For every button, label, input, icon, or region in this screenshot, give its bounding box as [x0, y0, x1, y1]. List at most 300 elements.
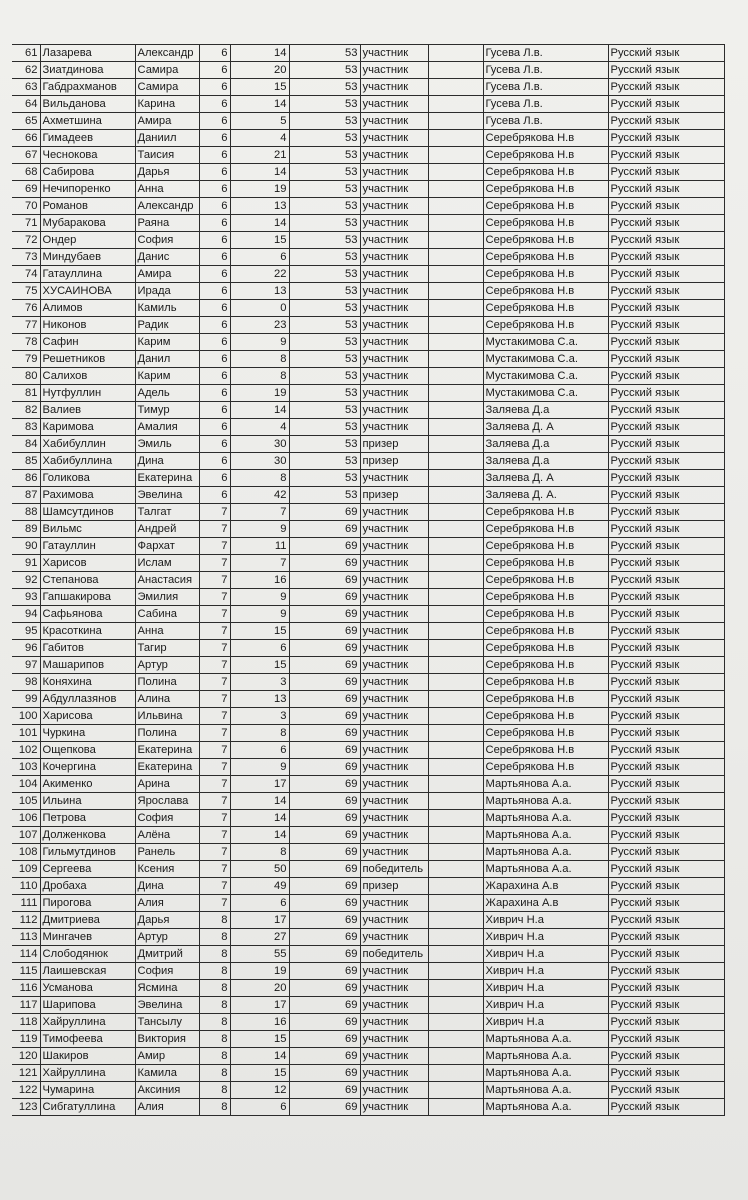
cell-blank	[428, 555, 483, 572]
cell-grade: 7	[199, 521, 230, 538]
cell-max-score: 53	[289, 419, 360, 436]
cell-subject: Русский язык	[608, 215, 724, 232]
cell-grade: 6	[199, 368, 230, 385]
cell-grade: 8	[199, 1048, 230, 1065]
cell-max-score: 53	[289, 198, 360, 215]
cell-max-score: 69	[289, 1065, 360, 1082]
cell-blank	[428, 827, 483, 844]
cell-row-number: 80	[12, 368, 40, 385]
cell-last-name: Романов	[40, 198, 135, 215]
cell-row-number: 110	[12, 878, 40, 895]
cell-last-name: Никонов	[40, 317, 135, 334]
cell-subject: Русский язык	[608, 1031, 724, 1048]
cell-last-name: Алимов	[40, 300, 135, 317]
cell-max-score: 69	[289, 1082, 360, 1099]
cell-max-score: 69	[289, 844, 360, 861]
cell-score: 8	[230, 351, 289, 368]
cell-subject: Русский язык	[608, 946, 724, 963]
cell-first-name: София	[135, 810, 199, 827]
cell-row-number: 119	[12, 1031, 40, 1048]
table-row	[12, 827, 724, 844]
cell-status: участник	[360, 793, 428, 810]
cell-score: 49	[230, 878, 289, 895]
table-row	[12, 1099, 724, 1116]
cell-score: 13	[230, 691, 289, 708]
cell-row-number: 96	[12, 640, 40, 657]
cell-grade: 6	[199, 130, 230, 147]
cell-score: 15	[230, 232, 289, 249]
table-row	[12, 521, 724, 538]
cell-teacher: Серебрякова Н.в	[483, 691, 608, 708]
cell-grade: 8	[199, 912, 230, 929]
table-row	[12, 96, 724, 113]
table-row	[12, 317, 724, 334]
cell-status: участник	[360, 725, 428, 742]
cell-status: участник	[360, 164, 428, 181]
cell-blank	[428, 674, 483, 691]
cell-subject: Русский язык	[608, 606, 724, 623]
cell-first-name: София	[135, 232, 199, 249]
cell-teacher: Серебрякова Н.в	[483, 674, 608, 691]
cell-status: участник	[360, 538, 428, 555]
cell-score: 15	[230, 623, 289, 640]
cell-score: 4	[230, 419, 289, 436]
cell-status: участник	[360, 402, 428, 419]
cell-max-score: 69	[289, 589, 360, 606]
cell-grade: 6	[199, 283, 230, 300]
cell-subject: Русский язык	[608, 708, 724, 725]
cell-status: участник	[360, 997, 428, 1014]
cell-status: участник	[360, 351, 428, 368]
cell-grade: 6	[199, 96, 230, 113]
cell-blank	[428, 487, 483, 504]
cell-subject: Русский язык	[608, 827, 724, 844]
cell-row-number: 114	[12, 946, 40, 963]
table-row	[12, 878, 724, 895]
cell-score: 14	[230, 45, 289, 62]
cell-score: 14	[230, 827, 289, 844]
cell-row-number: 81	[12, 385, 40, 402]
cell-status: участник	[360, 827, 428, 844]
table-row	[12, 691, 724, 708]
cell-row-number: 123	[12, 1099, 40, 1116]
cell-max-score: 69	[289, 810, 360, 827]
cell-score: 14	[230, 1048, 289, 1065]
cell-max-score: 69	[289, 759, 360, 776]
cell-last-name: Сибгатуллина	[40, 1099, 135, 1116]
cell-subject: Русский язык	[608, 725, 724, 742]
table-row	[12, 844, 724, 861]
cell-max-score: 69	[289, 895, 360, 912]
cell-grade: 8	[199, 997, 230, 1014]
cell-first-name: Ранель	[135, 844, 199, 861]
cell-row-number: 76	[12, 300, 40, 317]
cell-last-name: Гильмутдинов	[40, 844, 135, 861]
cell-last-name: Абдуллазянов	[40, 691, 135, 708]
cell-blank	[428, 419, 483, 436]
cell-last-name: Мингачев	[40, 929, 135, 946]
cell-row-number: 103	[12, 759, 40, 776]
table-row	[12, 912, 724, 929]
cell-blank	[428, 402, 483, 419]
cell-subject: Русский язык	[608, 691, 724, 708]
cell-max-score: 53	[289, 402, 360, 419]
table-row	[12, 589, 724, 606]
cell-teacher: Гусева Л.в.	[483, 113, 608, 130]
cell-max-score: 53	[289, 283, 360, 300]
cell-blank	[428, 385, 483, 402]
cell-status: участник	[360, 266, 428, 283]
cell-status: участник	[360, 674, 428, 691]
cell-status: участник	[360, 368, 428, 385]
table-row	[12, 1065, 724, 1082]
cell-row-number: 100	[12, 708, 40, 725]
cell-max-score: 69	[289, 538, 360, 555]
cell-score: 21	[230, 147, 289, 164]
cell-max-score: 53	[289, 453, 360, 470]
cell-first-name: Андрей	[135, 521, 199, 538]
cell-first-name: Тагир	[135, 640, 199, 657]
cell-subject: Русский язык	[608, 181, 724, 198]
cell-last-name: Долженкова	[40, 827, 135, 844]
cell-max-score: 69	[289, 1048, 360, 1065]
cell-row-number: 106	[12, 810, 40, 827]
cell-blank	[428, 198, 483, 215]
cell-blank	[428, 1014, 483, 1031]
cell-score: 12	[230, 1082, 289, 1099]
table-row	[12, 283, 724, 300]
cell-teacher: Серебрякова Н.в	[483, 640, 608, 657]
cell-teacher: Хиврич Н.а	[483, 980, 608, 997]
cell-score: 30	[230, 436, 289, 453]
cell-teacher: Гусева Л.в.	[483, 96, 608, 113]
cell-last-name: Сафин	[40, 334, 135, 351]
cell-teacher: Серебрякова Н.в	[483, 657, 608, 674]
cell-teacher: Мартьянова А.а.	[483, 1082, 608, 1099]
cell-score: 6	[230, 1099, 289, 1116]
cell-max-score: 53	[289, 368, 360, 385]
cell-subject: Русский язык	[608, 62, 724, 79]
cell-row-number: 87	[12, 487, 40, 504]
cell-grade: 8	[199, 1065, 230, 1082]
cell-last-name: Решетников	[40, 351, 135, 368]
cell-grade: 7	[199, 674, 230, 691]
cell-subject: Русский язык	[608, 1014, 724, 1031]
cell-first-name: Алия	[135, 895, 199, 912]
table-row	[12, 725, 724, 742]
table-row	[12, 164, 724, 181]
cell-teacher: Жарахина А.в	[483, 895, 608, 912]
cell-score: 19	[230, 181, 289, 198]
cell-blank	[428, 62, 483, 79]
cell-blank	[428, 334, 483, 351]
cell-score: 15	[230, 1031, 289, 1048]
cell-max-score: 53	[289, 470, 360, 487]
cell-last-name: Нечипоренко	[40, 181, 135, 198]
cell-score: 3	[230, 674, 289, 691]
cell-row-number: 74	[12, 266, 40, 283]
cell-row-number: 72	[12, 232, 40, 249]
cell-grade: 7	[199, 759, 230, 776]
cell-blank	[428, 878, 483, 895]
cell-grade: 7	[199, 691, 230, 708]
cell-grade: 7	[199, 555, 230, 572]
cell-subject: Русский язык	[608, 96, 724, 113]
cell-last-name: Степанова	[40, 572, 135, 589]
table-row	[12, 130, 724, 147]
cell-score: 20	[230, 980, 289, 997]
cell-score: 6	[230, 640, 289, 657]
cell-max-score: 53	[289, 130, 360, 147]
cell-last-name: Вильмс	[40, 521, 135, 538]
cell-teacher: Серебрякова Н.в	[483, 725, 608, 742]
cell-max-score: 69	[289, 572, 360, 589]
cell-grade: 8	[199, 1099, 230, 1116]
cell-last-name: Хайруллина	[40, 1065, 135, 1082]
cell-blank	[428, 963, 483, 980]
cell-status: участник	[360, 589, 428, 606]
cell-grade: 8	[199, 1014, 230, 1031]
table-row	[12, 232, 724, 249]
cell-row-number: 116	[12, 980, 40, 997]
cell-status: участник	[360, 232, 428, 249]
cell-last-name: Ондер	[40, 232, 135, 249]
cell-blank	[428, 436, 483, 453]
cell-teacher: Серебрякова Н.в	[483, 249, 608, 266]
table-row	[12, 79, 724, 96]
cell-grade: 6	[199, 266, 230, 283]
cell-first-name: Талгат	[135, 504, 199, 521]
cell-teacher: Мартьянова А.а.	[483, 1048, 608, 1065]
cell-blank	[428, 776, 483, 793]
cell-max-score: 69	[289, 708, 360, 725]
cell-first-name: Даниил	[135, 130, 199, 147]
cell-grade: 8	[199, 963, 230, 980]
cell-first-name: Карим	[135, 368, 199, 385]
cell-grade: 7	[199, 895, 230, 912]
cell-status: участник	[360, 130, 428, 147]
cell-row-number: 102	[12, 742, 40, 759]
cell-teacher: Заляева Д.а	[483, 453, 608, 470]
cell-max-score: 69	[289, 555, 360, 572]
cell-status: участник	[360, 980, 428, 997]
cell-teacher: Заляева Д. А	[483, 419, 608, 436]
cell-first-name: Аксиния	[135, 1082, 199, 1099]
cell-subject: Русский язык	[608, 776, 724, 793]
cell-first-name: Эмиль	[135, 436, 199, 453]
cell-grade: 7	[199, 572, 230, 589]
cell-first-name: Екатерина	[135, 742, 199, 759]
cell-subject: Русский язык	[608, 793, 724, 810]
cell-grade: 6	[199, 453, 230, 470]
cell-blank	[428, 589, 483, 606]
cell-first-name: Ксения	[135, 861, 199, 878]
cell-subject: Русский язык	[608, 1065, 724, 1082]
cell-status: участник	[360, 555, 428, 572]
results-table-body	[12, 45, 724, 1116]
cell-blank	[428, 317, 483, 334]
cell-first-name: Амира	[135, 113, 199, 130]
cell-max-score: 69	[289, 912, 360, 929]
cell-teacher: Мартьянова А.а.	[483, 844, 608, 861]
cell-blank	[428, 164, 483, 181]
cell-last-name: Нутфуллин	[40, 385, 135, 402]
cell-max-score: 69	[289, 793, 360, 810]
cell-teacher: Серебрякова Н.в	[483, 742, 608, 759]
cell-grade: 7	[199, 878, 230, 895]
cell-score: 19	[230, 963, 289, 980]
cell-teacher: Мартьянова А.а.	[483, 810, 608, 827]
cell-subject: Русский язык	[608, 164, 724, 181]
cell-first-name: Фархат	[135, 538, 199, 555]
table-row	[12, 215, 724, 232]
cell-status: участник	[360, 334, 428, 351]
cell-grade: 6	[199, 317, 230, 334]
cell-teacher: Серебрякова Н.в	[483, 708, 608, 725]
cell-score: 5	[230, 113, 289, 130]
cell-status: участник	[360, 521, 428, 538]
cell-score: 8	[230, 368, 289, 385]
cell-subject: Русский язык	[608, 657, 724, 674]
cell-blank	[428, 181, 483, 198]
cell-subject: Русский язык	[608, 521, 724, 538]
cell-first-name: Карина	[135, 96, 199, 113]
cell-blank	[428, 895, 483, 912]
cell-last-name: Мубаракова	[40, 215, 135, 232]
cell-subject: Русский язык	[608, 589, 724, 606]
table-row	[12, 657, 724, 674]
cell-grade: 6	[199, 351, 230, 368]
cell-score: 15	[230, 657, 289, 674]
cell-score: 15	[230, 79, 289, 96]
cell-status: участник	[360, 504, 428, 521]
results-table	[12, 44, 725, 1116]
cell-last-name: Ильина	[40, 793, 135, 810]
table-row	[12, 674, 724, 691]
cell-score: 14	[230, 96, 289, 113]
cell-score: 14	[230, 164, 289, 181]
cell-row-number: 69	[12, 181, 40, 198]
cell-grade: 6	[199, 79, 230, 96]
cell-teacher: Мустакимова С.а.	[483, 351, 608, 368]
cell-first-name: Самира	[135, 79, 199, 96]
cell-max-score: 53	[289, 351, 360, 368]
cell-score: 7	[230, 504, 289, 521]
cell-last-name: Зиатдинова	[40, 62, 135, 79]
cell-max-score: 53	[289, 164, 360, 181]
cell-teacher: Заляева Д.а	[483, 436, 608, 453]
cell-blank	[428, 368, 483, 385]
cell-first-name: Полина	[135, 674, 199, 691]
cell-subject: Русский язык	[608, 742, 724, 759]
cell-grade: 7	[199, 827, 230, 844]
cell-blank	[428, 997, 483, 1014]
cell-grade: 8	[199, 980, 230, 997]
cell-score: 13	[230, 198, 289, 215]
cell-last-name: Вильданова	[40, 96, 135, 113]
cell-blank	[428, 946, 483, 963]
cell-row-number: 79	[12, 351, 40, 368]
cell-teacher: Мартьянова А.а.	[483, 1031, 608, 1048]
cell-teacher: Заляева Д. А.	[483, 487, 608, 504]
cell-teacher: Гусева Л.в.	[483, 79, 608, 96]
table-row	[12, 997, 724, 1014]
cell-status: участник	[360, 640, 428, 657]
cell-max-score: 53	[289, 96, 360, 113]
cell-grade: 8	[199, 929, 230, 946]
cell-grade: 6	[199, 198, 230, 215]
cell-first-name: Камила	[135, 1065, 199, 1082]
cell-last-name: Чумарина	[40, 1082, 135, 1099]
cell-last-name: Коняхина	[40, 674, 135, 691]
cell-first-name: Дарья	[135, 912, 199, 929]
cell-max-score: 53	[289, 436, 360, 453]
table-row	[12, 62, 724, 79]
cell-first-name: Сабина	[135, 606, 199, 623]
cell-status: участник	[360, 470, 428, 487]
cell-first-name: Ясмина	[135, 980, 199, 997]
cell-max-score: 69	[289, 504, 360, 521]
cell-first-name: Дарья	[135, 164, 199, 181]
cell-subject: Русский язык	[608, 249, 724, 266]
cell-score: 3	[230, 708, 289, 725]
cell-max-score: 53	[289, 113, 360, 130]
cell-status: участник	[360, 844, 428, 861]
cell-status: участник	[360, 45, 428, 62]
cell-status: участник	[360, 742, 428, 759]
cell-blank	[428, 861, 483, 878]
cell-blank	[428, 1065, 483, 1082]
cell-row-number: 95	[12, 623, 40, 640]
cell-grade: 7	[199, 844, 230, 861]
table-row	[12, 487, 724, 504]
cell-row-number: 104	[12, 776, 40, 793]
cell-blank	[428, 1048, 483, 1065]
cell-row-number: 65	[12, 113, 40, 130]
table-row	[12, 861, 724, 878]
cell-row-number: 98	[12, 674, 40, 691]
table-row	[12, 810, 724, 827]
cell-row-number: 121	[12, 1065, 40, 1082]
cell-subject: Русский язык	[608, 504, 724, 521]
cell-score: 9	[230, 334, 289, 351]
cell-max-score: 53	[289, 147, 360, 164]
cell-blank	[428, 708, 483, 725]
cell-blank	[428, 147, 483, 164]
cell-blank	[428, 453, 483, 470]
cell-status: призер	[360, 487, 428, 504]
cell-first-name: Данис	[135, 249, 199, 266]
cell-status: участник	[360, 96, 428, 113]
cell-subject: Русский язык	[608, 963, 724, 980]
cell-max-score: 69	[289, 776, 360, 793]
cell-status: участник	[360, 181, 428, 198]
cell-score: 14	[230, 402, 289, 419]
cell-blank	[428, 215, 483, 232]
cell-blank	[428, 691, 483, 708]
cell-last-name: Габитов	[40, 640, 135, 657]
cell-first-name: Карим	[135, 334, 199, 351]
table-row	[12, 572, 724, 589]
cell-status: участник	[360, 215, 428, 232]
cell-score: 19	[230, 385, 289, 402]
cell-subject: Русский язык	[608, 453, 724, 470]
cell-max-score: 69	[289, 878, 360, 895]
cell-subject: Русский язык	[608, 232, 724, 249]
cell-first-name: Адель	[135, 385, 199, 402]
cell-row-number: 94	[12, 606, 40, 623]
cell-status: участник	[360, 249, 428, 266]
